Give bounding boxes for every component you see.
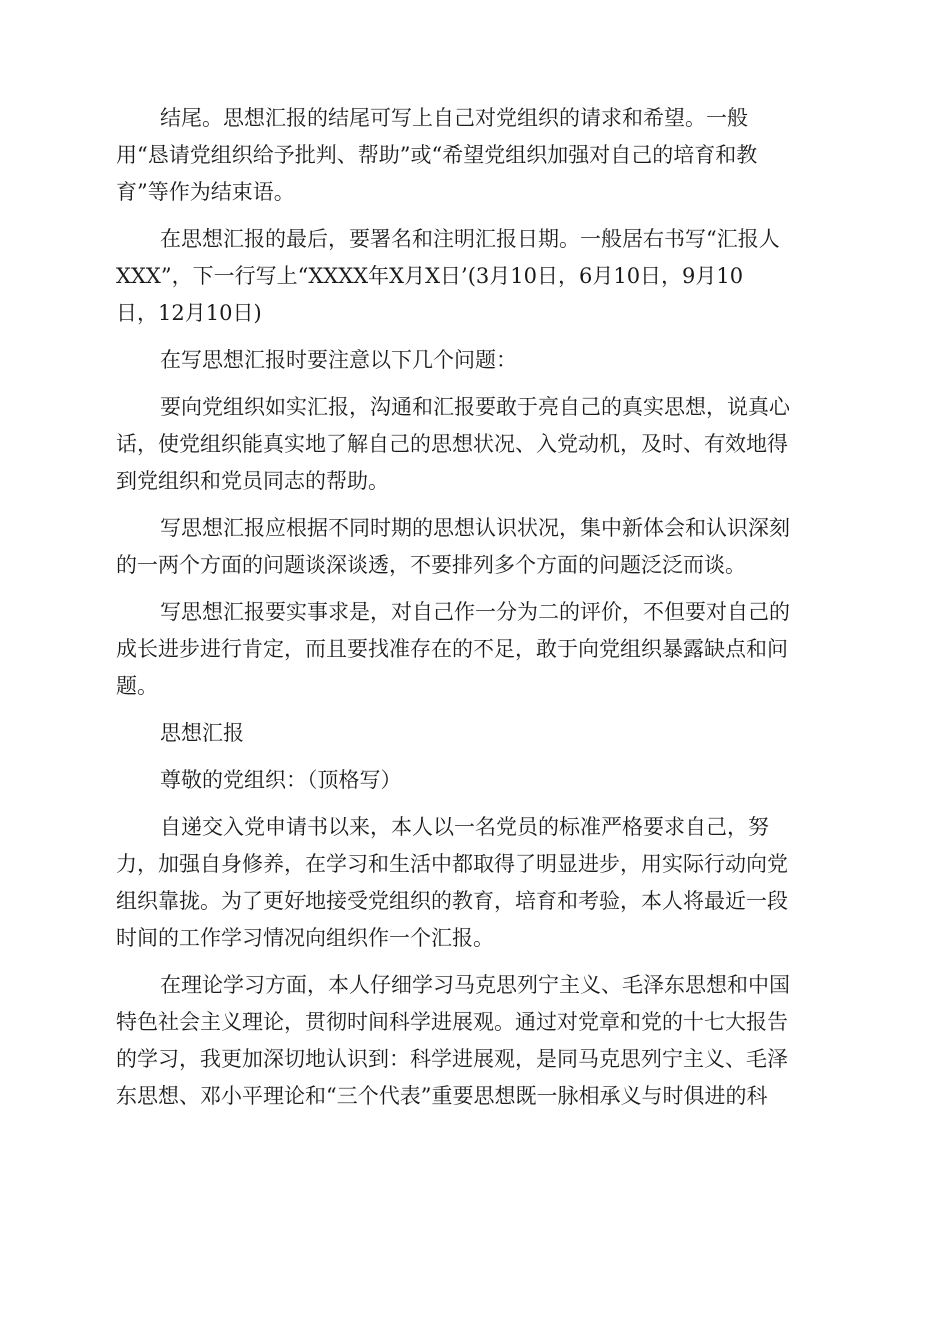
paragraph-honest-report xyxy=(116,389,834,500)
text-line: 特色社会主义理论，贯彻时间科学进展观。通过对党章和党的十七大报告 xyxy=(116,1010,788,1034)
text-line: 日，12月10日) xyxy=(116,301,262,325)
paragraph-notes-intro xyxy=(116,342,834,379)
document-page xyxy=(116,100,834,1125)
paragraph-theory-study xyxy=(116,967,834,1115)
text-line: 话，使党组织能真实地了解自己的思想状况、入党动机，及时、有效地得 xyxy=(116,432,788,456)
paragraph-body-intro xyxy=(116,809,834,957)
section-title xyxy=(116,715,834,752)
text-line: 结尾。思想汇报的结尾可写上自己对党组织的请求和希望。一般 xyxy=(160,106,748,130)
text-line: 的一两个方面的问题谈深谈透，不要排列多个方面的问题泛泛而谈。 xyxy=(116,553,746,577)
text-line: 东思想、邓小平理论和“三个代表”重要思想既一脉相承义与时俱进的科 xyxy=(116,1084,768,1108)
text-line: 要向党组织如实汇报，沟通和汇报要敢于亮自己的真实思想，说真心 xyxy=(160,395,790,419)
text-line: 写思想汇报应根据不同时期的思想认识状况，集中新体会和认识深刻 xyxy=(160,516,790,540)
paragraph-signature xyxy=(116,221,834,332)
text-line: 到党组织和党员同志的帮助。 xyxy=(116,469,389,493)
text-line: 用“恳请党组织给予批判、帮助”或“希望党组织加强对自己的培育和教 xyxy=(116,143,758,167)
text-line: 在理论学习方面，本人仔细学习马克思列宁主义、毛泽东思想和中国 xyxy=(160,973,790,997)
text-line: 的学习，我更加深切地认识到：科学进展观，是同马克思列宁主义、毛泽 xyxy=(116,1047,788,1071)
text-line: 思想汇报 xyxy=(160,721,244,745)
paragraph-self-evaluation xyxy=(116,594,834,705)
text-line: 题。 xyxy=(116,674,158,698)
text-line: 成长进步进行肯定，而且要找准存在的不足，敢于向党组织暴露缺点和问 xyxy=(116,637,788,661)
text-line: 写思想汇报要实事求是，对自己作一分为二的评价，不但要对自己的 xyxy=(160,600,790,624)
text-line: 力，加强自身修养，在学习和生活中都取得了明显进步，用实际行动向党 xyxy=(116,852,788,876)
text-line: 自递交入党申请书以来，本人以一名党员的标准严格要求自己，努 xyxy=(160,815,769,839)
text-line: 时间的工作学习情况向组织作一个汇报。 xyxy=(116,926,494,950)
paragraph-ending xyxy=(116,100,834,211)
text-line: 在思想汇报的最后，要署名和注明汇报日期。一般居右书写“汇报人 xyxy=(160,227,780,251)
text-line: XXX”，下一行写上“XXXX年X月X日’(3月10日，6月10日，9月10 xyxy=(116,264,744,288)
text-line: 育”等作为结束语。 xyxy=(116,180,295,204)
text-line: 在写思想汇报时要注意以下几个问题： xyxy=(160,348,517,372)
text-line: 尊敬的党组织：（顶格写） xyxy=(160,768,402,792)
salutation xyxy=(116,762,834,799)
text-line: 组织靠拢。为了更好地接受党组织的教育，培育和考验，本人将最近一段 xyxy=(116,889,788,913)
paragraph-focus xyxy=(116,510,834,584)
